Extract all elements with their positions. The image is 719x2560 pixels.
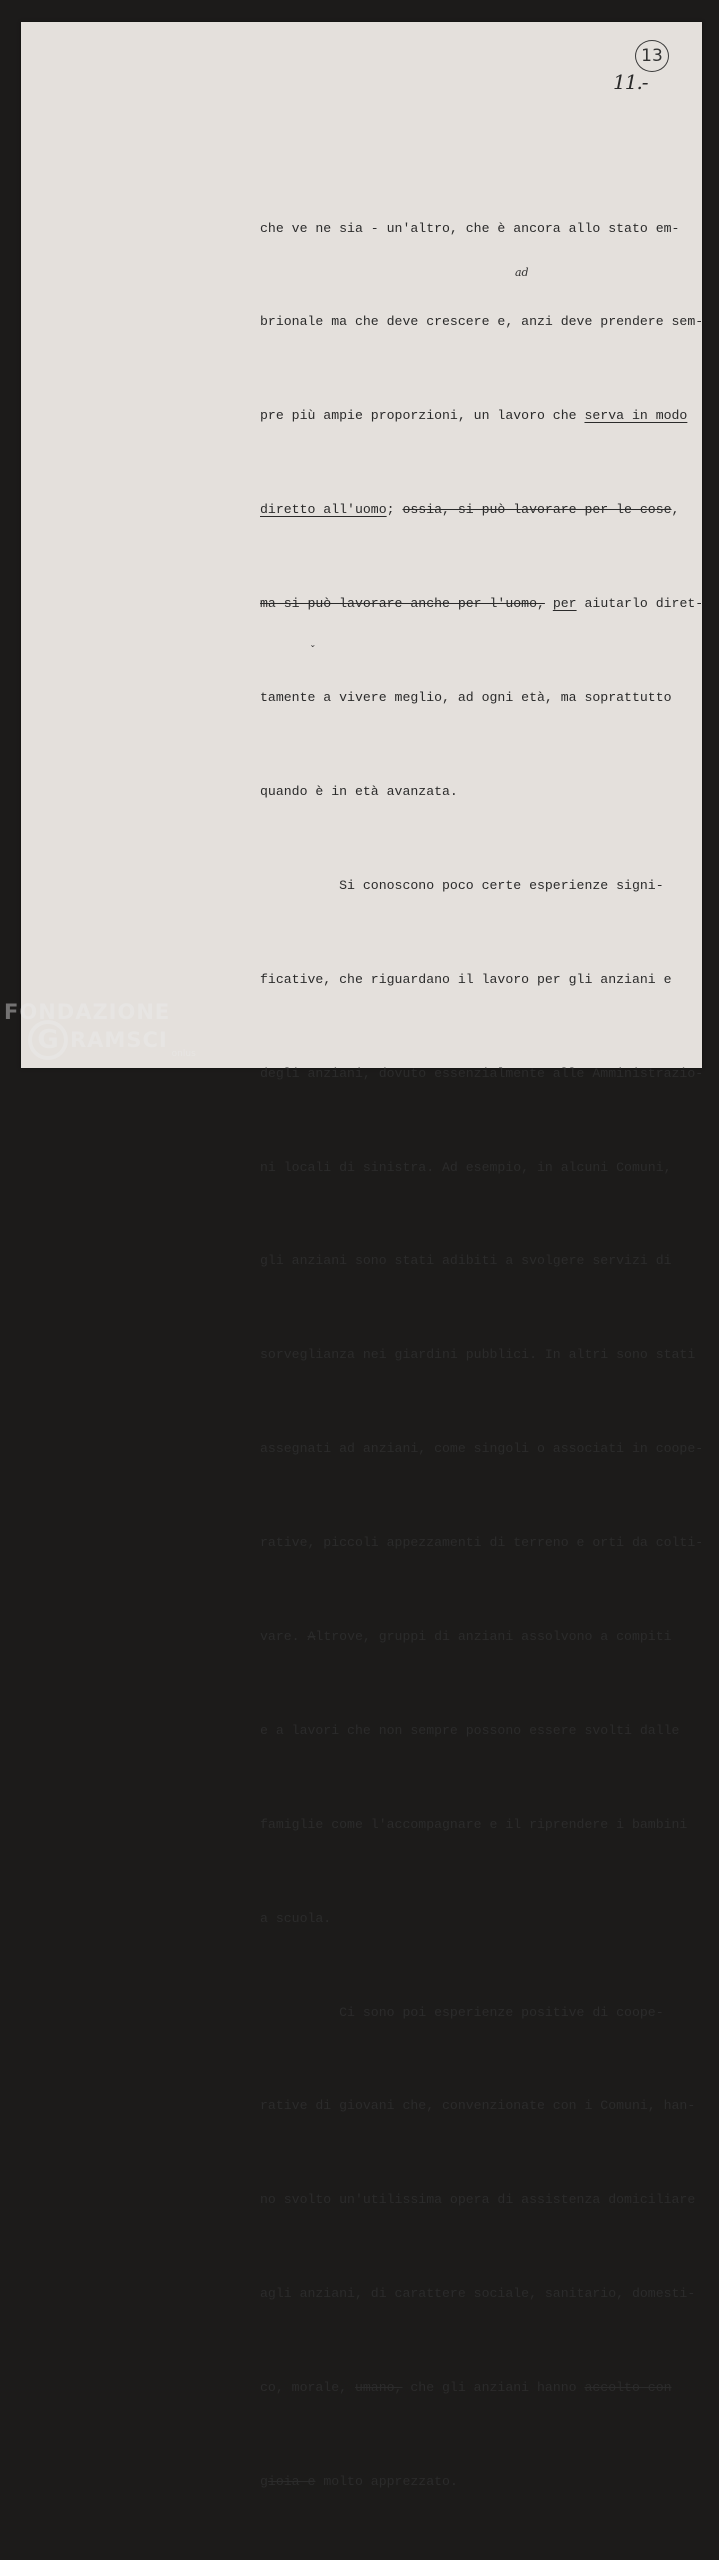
body-text <box>260 150 704 2560</box>
text-line: e a lavori che non sempre possono essere svolti dalle <box>260 1722 680 1738</box>
struck-text: A <box>307 1628 316 1644</box>
watermark-g-logo: G <box>28 1020 68 1060</box>
circled-page-number: 13 <box>635 40 669 72</box>
text-line: gli anziani sono stati adibiti a svolgere servizi di <box>260 1253 672 1269</box>
watermark-suffix: onlus <box>171 1049 196 1059</box>
text-line: sorveglianza nei giardini pubblici. In altri sono stati <box>260 1347 696 1363</box>
struck-text: umano, <box>354 2380 403 2396</box>
text-line: vare. Altrove, gruppi di anziani assolvono a compiti <box>260 1628 672 1644</box>
handwritten-insertion: ad <box>515 266 529 279</box>
text-line: rative, piccoli appezzamenti di terreno e orti da colti- <box>260 1535 704 1551</box>
handwritten-correction-mark: ˇ <box>309 644 315 657</box>
struck-text: accolto con <box>584 2380 672 2396</box>
watermark-line2: RAMSCI <box>70 1028 168 1052</box>
document-page <box>21 22 704 2489</box>
text-line: pre più ampie proporzioni, un lavoro che serva in modo <box>260 408 688 424</box>
underlined-text: diretto all'uomo <box>260 502 387 518</box>
struck-text: ioia e <box>267 2473 316 2489</box>
text-line: Ci sono poi esperienze positive di coope- <box>260 2004 664 2020</box>
underlined-text: per <box>552 596 577 612</box>
text-line: a scuola. <box>260 1910 332 1926</box>
text-line: no svolto un'utilissima opera di assistenza domiciliare <box>260 2192 696 2208</box>
text-line: Si conoscono poco certe esperienze signi- <box>260 877 664 893</box>
text-line: che ve ne sia - un'altro, che è ancora allo stato em- <box>260 220 680 236</box>
text-line: tamente a vivere meglio, ad ogni età, ma soprattutto <box>260 690 672 706</box>
text-line: rative di giovani che, convenzionate con i Comuni, han- <box>260 2098 696 2114</box>
text-line: co, morale, umano, che gli anziani hanno accolto con <box>260 2380 672 2396</box>
watermark-line1: FONDAZIONE <box>4 1000 171 1024</box>
text-line: gioia e molto apprezzato. <box>260 2473 458 2489</box>
text-line: diretto all'uomo; ossia, si può lavorare per le cose, <box>260 502 680 518</box>
struck-text: ma si può lavorare anche per l'uomo, <box>260 596 545 612</box>
text-line: ma si può lavorare anche per l'uomo, per aiutarlo diret- <box>260 596 704 612</box>
text-line: agli anziani, di carattere sociale, sanitario, domesti- <box>260 2286 696 2302</box>
text-line: ni locali di sinistra. Ad esempio, in alcuni Comuni, <box>260 1159 672 1175</box>
underlined-text: serva in modo <box>584 408 688 424</box>
page-number: 11.- <box>613 70 648 94</box>
text-line: quando è in età avanzata. <box>260 783 458 799</box>
struck-text: ossia, si può lavorare per le cose <box>402 502 672 518</box>
text-line: degli anziani, dovuto essenzialmente alle Amministrazio- <box>260 1065 704 1081</box>
text-line: assegnati ad anziani, come singoli o associati in coope- <box>260 1441 704 1457</box>
text-line: brionale ma che deve crescere e, anzi deve prendere sem- <box>260 314 704 330</box>
text-line: ficative, che riguardano il lavoro per gli anziani e <box>260 971 672 987</box>
text-line: famiglie come l'accompagnare e il riprendere i bambini <box>260 1816 688 1832</box>
fondazione-gramsci-watermark <box>4 1000 196 1060</box>
